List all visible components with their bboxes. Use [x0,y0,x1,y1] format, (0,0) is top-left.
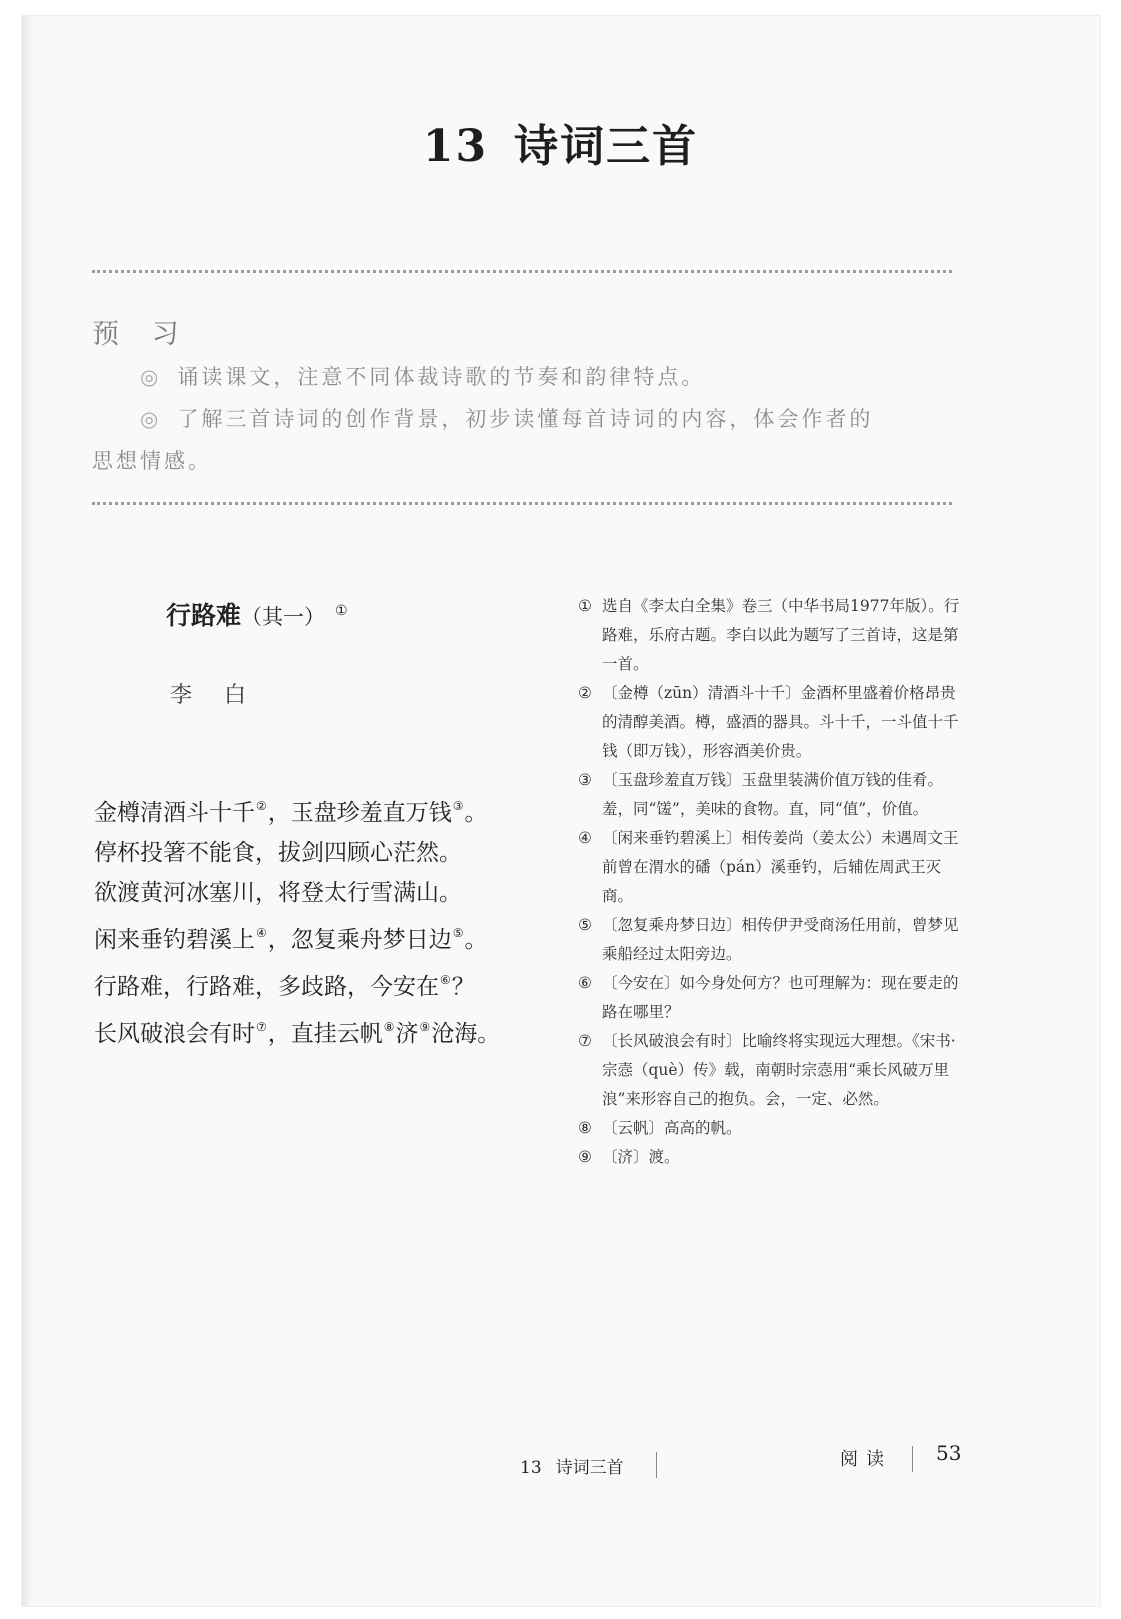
poem-line [94,786,564,833]
poem-text: ，玉盘珍羞直万钱 [267,800,452,826]
poem-line [94,913,564,960]
footnote-number: ⑥ [578,974,592,992]
footnote-text: 〔云帆〕高高的帆。 [602,1119,742,1137]
footnote-number: ④ [578,829,592,847]
footer-section: 阅读 [840,1449,892,1470]
preview-item-2-continued: 思想情感。 [92,449,212,473]
page-binding-shadow [22,16,32,1606]
footnote-text: 〔玉盘珍羞直万钱〕玉盘里装满价值万钱的佳肴。羞，同“馐”，美味的食物。直，同“值”，价值。 [602,771,944,818]
poem-line [94,873,564,913]
lesson-number: 13 [422,121,489,172]
footer-lesson: 13 诗词三首 [520,1458,624,1478]
footnote [578,824,960,911]
poem-text: 欲渡黄河冰塞川，将登太行雪满山。 [94,880,462,906]
poem-line [94,960,564,1007]
poem-text: 行路难，行路难，多歧路，今安在 [94,974,439,1000]
footnote [578,969,960,1027]
poem-text: 济 [395,1021,419,1047]
footnote [578,679,960,766]
poem-text: 沧海。 [431,1021,501,1047]
footnotes [578,592,960,1172]
preview-item-2: ◎ 了解三首诗词的创作背景，初步读懂每首诗词的内容，体会作者的 [140,407,874,431]
poem-text: 。 [464,800,488,826]
bullet-icon: ◎ [140,365,162,389]
poem-subtitle: （其一） [241,605,326,629]
footnote-number: ③ [578,771,592,789]
poem-text: 闲来垂钓碧溪上 [94,927,255,953]
footnote-text: 〔忽复乘舟梦日边〕相传伊尹受商汤任用前，曾梦见乘船经过太阳旁边。 [602,916,959,963]
footnote-text: 〔今安在〕如今身处何方？也可理解为：现在要走的路在哪里？ [602,974,959,1021]
footnote [578,592,960,679]
footnote-marker: ⑥ [440,973,451,987]
footnote [578,766,960,824]
footnote [578,911,960,969]
poem-text: ，直挂云帆 [267,1021,383,1047]
footnote-text: 〔济〕渡。 [602,1148,680,1166]
footnote [578,1027,960,1114]
bullet-icon: ◎ [140,407,162,431]
poem-text: 长风破浪会有时 [94,1021,255,1047]
footnote-marker: ⑨ [419,1020,431,1034]
footnote-number: ⑤ [578,916,592,934]
poem-text: ？ [451,974,475,1000]
footnote-marker: ⑤ [452,926,464,940]
footer-separator [656,1452,657,1478]
footnote-marker: ③ [452,799,464,813]
footnote-number: ② [578,684,592,702]
poem-line [94,1007,564,1054]
lesson-title-text: 诗词三首 [514,121,699,172]
footnote-marker: ⑧ [383,1020,395,1034]
footnote-marker: ④ [256,926,267,940]
lesson-title [0,110,1121,174]
poem-text: 停杯投箸不能食，拔剑四顾心茫然。 [94,840,462,866]
poem-body [94,786,564,1054]
poem-author: 李白 [170,683,279,708]
footnote-marker: ① [335,602,348,619]
footnote-text: 〔金樽（zūn）清酒斗十千〕金酒杯里盛着价格昂贵的清醇美酒。樽，盛酒的器具。斗十千，一斗值十千钱（即万钱），形容酒美价贵。 [602,684,959,760]
divider-top [92,270,952,273]
poem-text: 金樽清酒斗十千 [94,800,255,826]
footer-separator [912,1446,913,1472]
poem-line [94,833,564,873]
poem-title: 行路难（其一） ① [166,601,348,630]
footnote [578,1114,960,1143]
footnote-text: 〔长风破浪会有时〕比喻终将实现远大理想。《宋书·宗悫（què）传》载，南朝时宗悫用“乘长风破万里浪”来形容自己的抱负。会，一定、必然。 [602,1032,956,1108]
page-number: 53 [936,1441,962,1465]
poem-text: 。 [464,927,488,953]
divider-bottom [92,502,952,505]
footnote-number: ⑦ [578,1032,592,1050]
footnote [578,1143,960,1172]
footnote-number: ① [578,597,592,615]
footnote-marker: ② [256,799,267,813]
footnote-number: ⑧ [578,1119,592,1137]
preview-heading: 预 习 [92,319,191,350]
footnote-marker: ⑦ [256,1020,267,1034]
footnote-text: 选自《李太白全集》卷三（中华书局1977年版）。行路难，乐府古题。李白以此为题写了三首诗，这是第一首。 [602,597,960,673]
preview-item-1: ◎ 诵读课文，注意不同体裁诗歌的节奏和韵律特点。 [140,365,706,389]
footnote-text: 〔闲来垂钓碧溪上〕相传姜尚（姜太公）未遇周文王前曾在渭水的磻（pán）溪垂钓，后辅佐周武王灭商。 [602,829,959,905]
poem-text: ，忽复乘舟梦日边 [267,927,452,953]
footnote-number: ⑨ [578,1148,592,1166]
